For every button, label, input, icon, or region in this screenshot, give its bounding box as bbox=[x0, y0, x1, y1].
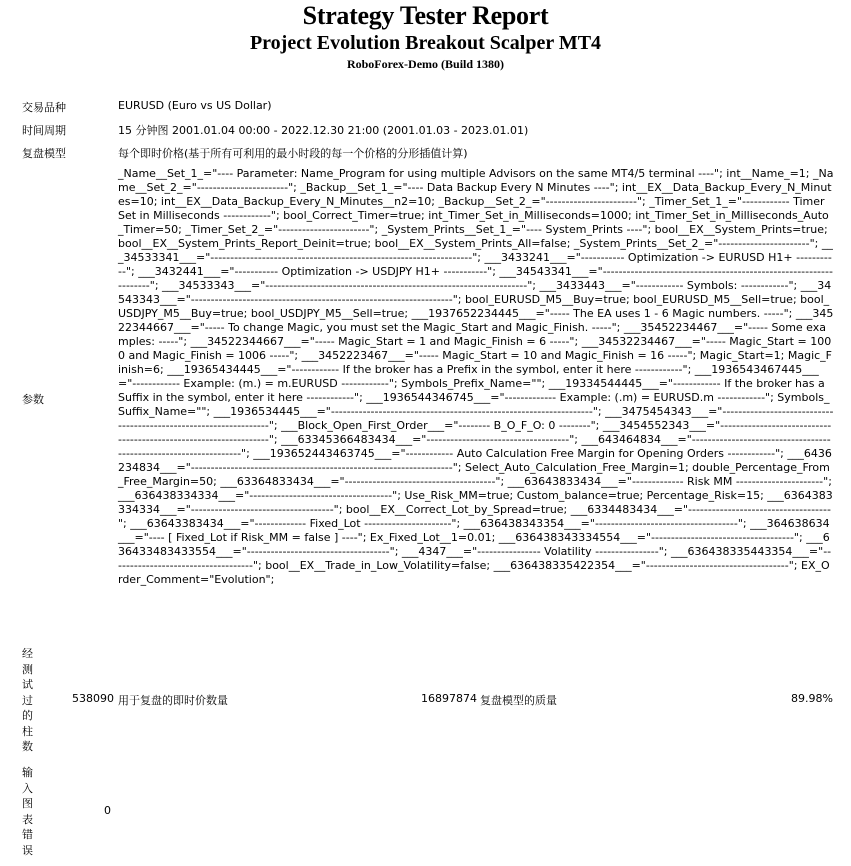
model-value: 每个即时价格(基于所有可利用的最小时段的每一个价格的分形插值计算) bbox=[118, 147, 468, 160]
ticks-modelled-label: 用于复盘的即时价数量 bbox=[118, 694, 228, 707]
bars-tested-label: 经测试过的柱数 bbox=[22, 647, 33, 753]
model-label: 复盘模型 bbox=[22, 147, 66, 160]
server-build: RoboForex-Demo (Build 1380) bbox=[346, 57, 505, 71]
modelling-quality-value: 89.98% bbox=[791, 692, 833, 705]
modelling-quality-label: 复盘模型的质量 bbox=[480, 694, 557, 707]
chart-errors-value: 0 bbox=[104, 804, 111, 817]
period-value: 15 分钟图 2001.01.04 00:00 - 2022.12.30 21:00 (2001.01.03 - 2023.01.01) bbox=[118, 124, 529, 137]
symbol-value: EURUSD (Euro vs US Dollar) bbox=[118, 99, 272, 112]
report-header bbox=[0, 1, 851, 72]
expert-name: Project Evolution Breakout Scalper MT4 bbox=[249, 32, 602, 54]
symbol-label: 交易品种 bbox=[22, 101, 66, 114]
parameters-label: 参数 bbox=[22, 393, 44, 406]
ticks-modelled-value: 16897874 bbox=[421, 692, 477, 705]
period-label: 时间周期 bbox=[22, 124, 66, 137]
bars-tested-value: 538090 bbox=[72, 692, 114, 705]
parameters-value: _Name__Set_1_="---- Parameter: Name_Program for using multiple Advisors on the same MT4/5 terminal ----"; int__Name_=1; _Name__Set_2_="-----------------------"; _Backup__Set_1_="---- Data Backup Every N Minutes ----"; int__EX__Data_Backup_Every_N_Minutes=10; int__EX__Data_Backup_Every_N_Minutes__n2=10; _Backup__Set_2_="-----------------------"; _Timer_Set_1_="------------ Timer Set in Milliseconds ------------"; bool_Correct_Timer=true; int_Timer_Set_in_Milliseconds=1000; int_Timer_Set_in_Milliseconds_Auto_Timer=50; _Timer_Set_2_="-----------------------"; _System_Prints__Set_1_="---- System_Prints ----"; bool__EX__System_Prints=true; bool__EX__System_Prints_Report_Deinit=true; bool__EX__System_Prints_All=false; _System_Prints__Set_2_="-----------------------"; ___34533341___="------------------------------------------------------------------"; ___3433241___="----------- Optimization -> EURUSD H1+ -----------"; ___3432441___="----------- Optimization -> USDJPY H1+ -----------"; ___34543341___="------------------------------------------------------------------"; ___34533343___="------------------------------------------------------------------"; ___3433443___="------------ Symbols: ------------"; ___34543343___="------------------------------------------------------------------"; bool_EURUSD_M5__Buy=true; bool_EURUSD_M5__Sell=true; bool_USDJPY_M5__Buy=true; bool_USDJPY_M5__Sell=true; ___1937652234445___="----- The EA uses 1 - 6 Magic numbers. -----"; ___34522344667___="----- To change Magic, you must set the Magic_Start and Magic_Finish. -----"; ___35452234467___="----- Some examples: -----"; ___34522344667___="----- Magic_Start = 1 and Magic_Finish = 6 -----"; ___34532234467___="----- Magic_Start = 1000 and Magic_Finish = 1006 -----"; ___3452223467___="----- Magic_Start = 10 and Magic_Finish = 16 -----"; Magic_Start=1; Magic_Finish=6; ___19365434445___="------------ If the broker has a Prefix in the symbol, enter it here ------------"; ___1936543467445___="------------ Example: (m.) = m.EURUSD ------------"; Symbols_Prefix_Name=""; ___19334544445___="------------ If the broker has a Suffix in the symbol, enter it here ------------"; ___1936544346745___="------------- Example: (.m) = EURUSD.m ------------"; Symbols_Suffix_Name=""; ___1936534445___="------------------------------------------------------------------"; ___3475454343___="------------------------------------------------------------------"; ___Block_Open_First_Order___="-------- B_O_F_O: 0 --------"; ___3454552343___="------------------------------------------------------------------"; ___63345366483434___="------------------------------------"; ___643464834___="------------------------------------------------------------------"; ___193652443463745___="------------ Auto Calculation Free Margin for Opening Orders ------------"; ___6436234834___="------------------------------------------------------------------"; Select_Auto_Calculation_Free_Margin=1; double_Percentage_From_Free_Margin=50; ___63364833434___="--------------------------------------"; ___63643833434___="------------- Risk MM ----------------------"; ___636438334334___="------------------------------------"; Use_Risk_MM=true; Custom_balance=true; Percentage_Risk=15; ___6364383334334___="------------------------------------"; bool__EX__Correct_Lot_by_Spread=true; ___6334483434___="------------------------------------"; ___63643383434___="------------- Fixed_Lot ----------------------"; ___636438343354___="------------------------------------"; ___364638634___="---- [ Fixed_Lot if Risk_MM = false ] ----"; Ex_Fixed_Lot__1=0.01; ___636438343334554___="------------------------------------"; ___636433483433554___="------------------------------------"; ___4347___="---------------- Volatility ----------------"; ___636438335443354___="------------------------------------"; bool__EX__Trade_in_Low_Volatility=false; ___636438335422354___="------------------------------------"; EX_Order_Comment="Evolution"; bbox=[118, 167, 834, 586]
chart-errors-label: 输入图表错误 bbox=[22, 766, 33, 857]
report-title: Strategy Tester Report bbox=[302, 1, 549, 30]
